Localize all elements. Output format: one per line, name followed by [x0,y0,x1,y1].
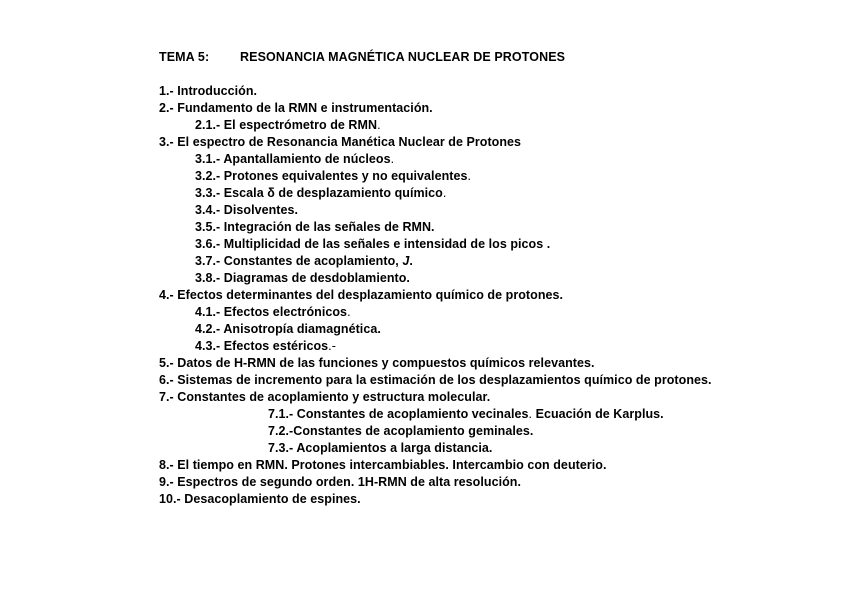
toc-item-text: 10.- Desacoplamiento de espines. [159,492,361,506]
toc-item-text: 1.- Introducción. [159,84,258,98]
toc-item-text: 9.- Espectros de segundo orden. 1H-RMN de alta resolución. [159,475,521,489]
toc-item-text: 3.3.- Escala δ de desplazamiento químico [195,186,443,200]
toc-item-level3 [159,440,712,457]
toc-item-trailing-punctuation: . [528,407,536,421]
toc-item-level1 [159,83,712,100]
toc-item-level1 [159,287,712,304]
toc-item-italic: J [402,254,410,268]
toc-item-level1 [159,457,712,474]
toc-item-text: 3.7.- Constantes de acoplamiento, [195,254,403,268]
title-label: TEMA 5: [159,50,210,64]
toc-item-level1 [159,355,712,372]
toc-item-trailing-punctuation: . [377,118,381,132]
toc-item-level2 [159,185,712,202]
toc-item-text: 2.1.- El espectrómetro de RMN [195,118,378,132]
toc-item-trailing-punctuation: . [347,305,351,319]
toc-item-text: 4.3.- Efectos estéricos [195,339,329,353]
toc-item-level1 [159,491,712,508]
toc-item-level2 [159,253,712,270]
toc-item-level2 [159,270,712,287]
toc-item-trailing-punctuation: . [390,152,395,166]
toc-item-level2 [159,168,712,185]
toc-item-level1 [159,372,712,389]
toc-item-level2 [159,321,712,338]
toc-item-level2 [159,202,712,219]
toc-item-level3 [159,406,712,423]
title-text: RESONANCIA MAGNÉTICA NUCLEAR DE PROTONES [240,50,566,64]
toc-item-text: 3.5.- Integración de las señales de RMN. [195,220,435,234]
toc-item-level2 [159,236,712,253]
toc-item-text: 4.1.- Efectos electrónicos [195,305,348,319]
toc-item-level2 [159,338,712,355]
toc-item-trailing-punctuation: . [442,186,447,200]
toc-item-text: 7.- Constantes de acoplamiento y estructura molecular. [159,390,491,404]
page-title [159,50,565,64]
toc-item-text: 5.- Datos de H-RMN de las funciones y compuestos químicos relevantes. [159,356,595,370]
toc-item-text: 3.6.- Multiplicidad de las señales e intensidad de los picos . [195,237,551,251]
toc-item-suffix: . [409,254,413,268]
toc-item-text: 4.2.- Anisotropía diamagnética. [195,322,381,336]
toc-item-text: 4.- Efectos determinantes del desplazamiento químico de protones. [159,288,564,302]
toc-item-text: 3.1.- Apantallamiento de núcleos [195,152,391,166]
toc-item-text: 2.- Fundamento de la RMN e instrumentación. [159,101,433,115]
toc-item-trailing-punctuation: . [467,169,472,183]
toc-item-text: 3.4.- Disolventes. [195,203,299,217]
toc-item-trailing-punctuation: .- [328,339,336,353]
toc-item-text: 6.- Sistemas de incremento para la estimación de los desplazamientos químico de protones. [159,373,712,387]
toc-item-level2 [159,304,712,321]
toc-item-level2 [159,219,712,236]
toc-item-level1 [159,134,712,151]
toc-item-level2 [159,117,712,134]
toc-item-text: 7.2.-Constantes de acoplamiento geminales. [268,424,534,438]
toc-item-text: 8.- El tiempo en RMN. Protones intercambiables. Intercambio con deuterio. [159,458,607,472]
toc-item-level3 [159,423,712,440]
toc-item-level2 [159,151,712,168]
toc-item-level1 [159,474,712,491]
toc-item-level1 [159,100,712,117]
toc-item-suffix: Ecuación de Karplus. [535,407,664,421]
table-of-contents [159,83,712,508]
toc-item-text: 7.3.- Acoplamientos a larga distancia. [268,441,493,455]
toc-item-level1 [159,389,712,406]
toc-item-text: 7.1.- Constantes de acoplamiento vecinales [268,407,529,421]
toc-item-text: 3.8.- Diagramas de desdoblamiento. [195,271,410,285]
toc-item-text: 3.2.- Protones equivalentes y no equivalentes [195,169,468,183]
toc-item-text: 3.- El espectro de Resonancia Manética Nuclear de Protones [159,135,522,149]
